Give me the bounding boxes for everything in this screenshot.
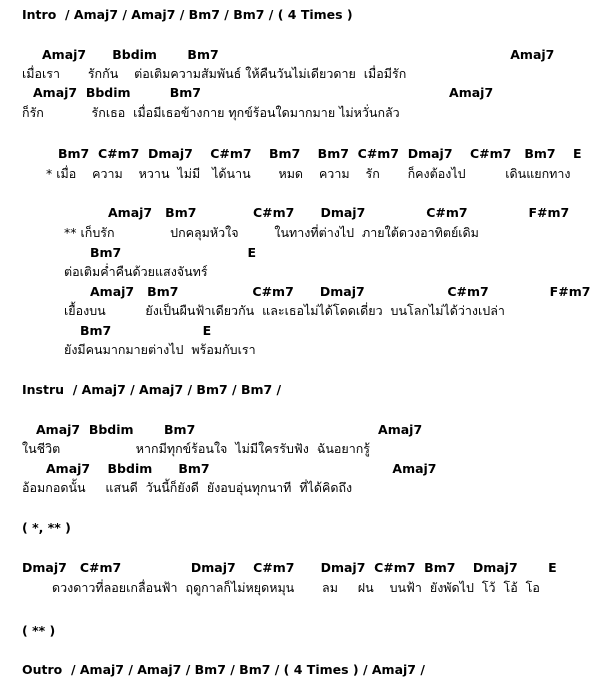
- lyric-line: อ้อมกอดนั้น แสนดี วันนี้ก็ยังดี ยังอบอุ่นทุกนาที ที่ได้คิดถึง: [22, 480, 353, 495]
- lyric-line: ดวงดาวที่ลอยเกลื่อนฟ้า ฤดูกาลก็ไม่หยุดหมุน ลม ฝน บนฟ้า ยังพัดไป โว้ โอ้ โอ: [52, 580, 540, 595]
- section-marker: ( *, ** ): [22, 520, 71, 535]
- section-marker: ( ** ): [22, 623, 56, 638]
- chord-line: Bm7 E: [90, 245, 256, 260]
- intro-line: Intro / Amaj7 / Amaj7 / Bm7 / Bm7 / ( 4 Times ): [22, 7, 353, 22]
- chord-line: Dmaj7 C#m7 Dmaj7 C#m7 Dmaj7 C#m7 Bm7 Dmaj7 E: [22, 560, 557, 575]
- lyric-line: * เมื่อ ความ หวาน ไม่มี ได้นาน หมด ความ รัก ก็คงต้องไป เดินแยกทาง: [46, 166, 571, 181]
- chord-line: Amaj7 Bbdim Bm7 Amaj7: [36, 422, 423, 437]
- chord-line: Amaj7 Bbdim Bm7 Amaj7: [33, 85, 494, 100]
- chord-line: Amaj7 Bbdim Bm7 Amaj7: [46, 461, 437, 476]
- lyric-line: ก็รัก รักเธอ เมื่อมีเธอข้างกาย ทุกข์ร้อนใดมากมาย ไม่หวั่นกลัว: [22, 105, 400, 120]
- lyric-line: ** เก็บรัก ปกคลุมหัวใจ ในทางที่ต่างไป ภายใต้ดวงอาทิตย์เดิม: [64, 225, 479, 240]
- lyric-line: ในชีวิต หากมีทุกข์ร้อนใจ ไม่มีใครรับฟัง ฉันอยากรู้: [22, 441, 371, 456]
- outro-line: Outro / Amaj7 / Amaj7 / Bm7 / Bm7 / ( 4 Times ) / Amaj7 /: [22, 662, 425, 677]
- chord-line: Amaj7 Bm7 C#m7 Dmaj7 C#m7 F#m7: [90, 284, 591, 299]
- lyric-line: เมื่อเรา รักกัน ต่อเติมความสัมพันธ์ ให้คืนวันไม่เดียวดาย เมื่อมีรัก: [22, 66, 407, 81]
- instru-line: Instru / Amaj7 / Amaj7 / Bm7 / Bm7 /: [22, 382, 282, 397]
- chord-line: Bm7 E: [80, 323, 212, 338]
- chord-line: Bm7 C#m7 Dmaj7 C#m7 Bm7 Bm7 C#m7 Dmaj7 C#m7 Bm7 E: [58, 146, 582, 161]
- chord-line: Amaj7 Bbdim Bm7 Amaj7: [42, 47, 555, 62]
- lyric-line: ต่อเติมค่ำคืนด้วยแสงจันทร์: [64, 264, 208, 279]
- lyric-line: เยื้องบน ยังเป็นผืนฟ้าเดียวกัน และเธอไม่ได้โดดเดี่ยว บนโลกไม่ได้ว่างเปล่า: [64, 303, 505, 318]
- chord-line: Amaj7 Bm7 C#m7 Dmaj7 C#m7 F#m7: [108, 205, 570, 220]
- lyric-line: ยังมีคนมากมายต่างไป พร้อมกับเรา: [64, 342, 256, 357]
